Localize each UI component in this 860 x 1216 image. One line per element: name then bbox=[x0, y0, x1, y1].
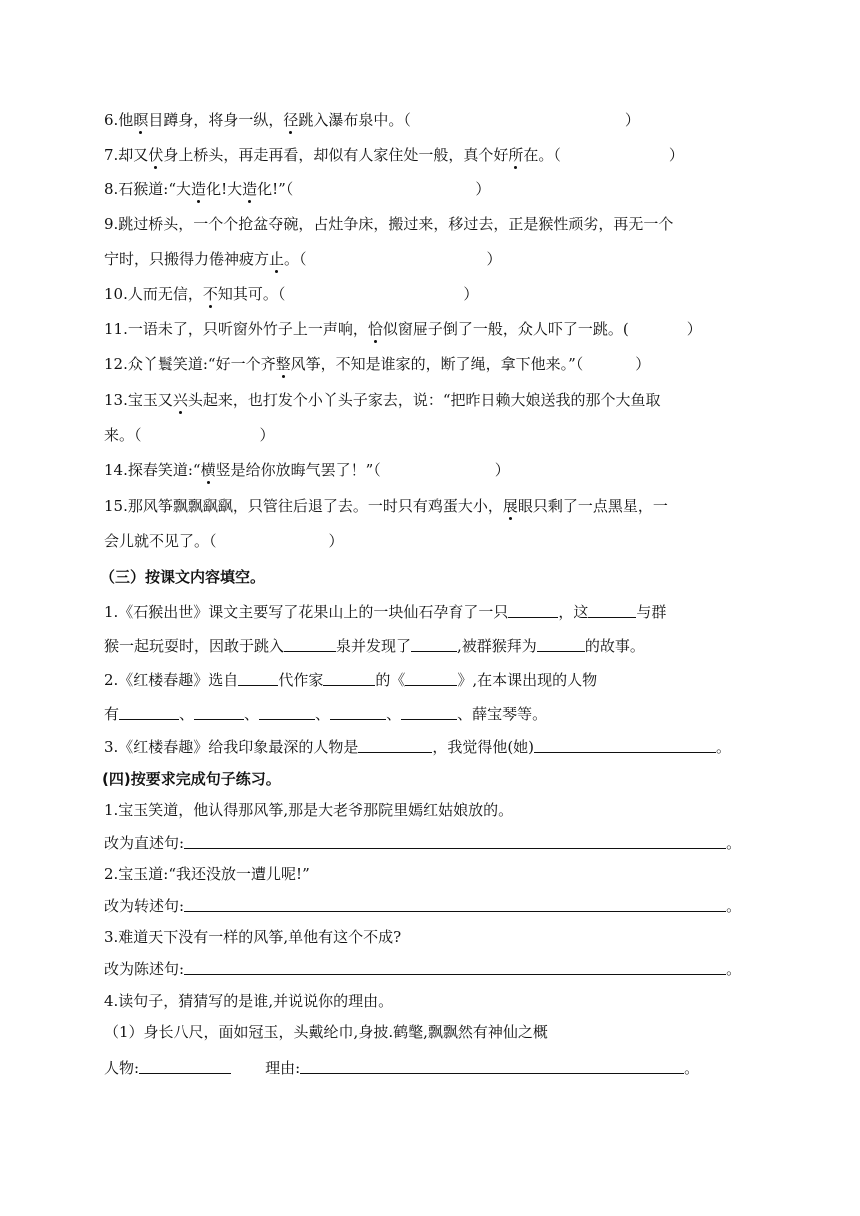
q7-text-a: 7.却又 bbox=[104, 146, 149, 164]
s1-end: 。 bbox=[726, 834, 742, 852]
q11-text-a: 11.一语未了，只听窗外竹子上一声响， bbox=[104, 320, 368, 338]
f3-text-c: 。 bbox=[716, 738, 732, 756]
f1b-text-d: 的故事。 bbox=[584, 637, 645, 655]
q12-dotted-char-1: 整 bbox=[275, 355, 291, 373]
f1b-blank-1[interactable] bbox=[284, 637, 336, 652]
question-12 bbox=[104, 354, 650, 374]
question-15 bbox=[104, 496, 668, 516]
f2-blank-1[interactable] bbox=[238, 671, 278, 686]
q6-close-paren: ） bbox=[624, 111, 640, 129]
question-11 bbox=[104, 319, 702, 339]
s2-prompt: 改为转述句: bbox=[104, 897, 185, 915]
q10-dotted-char-1: 不 bbox=[202, 285, 218, 303]
q7-text-b: 身上桥头，再走再看，却似有人家住处一般，真个好 bbox=[163, 146, 509, 164]
fill-1 bbox=[104, 602, 666, 622]
q15b-text-a: 会儿就不见了。（ bbox=[104, 532, 217, 550]
sentence-3-answer bbox=[104, 959, 741, 979]
q13-dotted-char-1: 兴 bbox=[172, 391, 188, 409]
q14-dotted-char-1: 横 bbox=[200, 461, 216, 479]
q13b-text-a: 来。（ bbox=[104, 426, 142, 444]
q13-text-a: 13.宝玉又 bbox=[104, 391, 173, 409]
s3-prompt: 改为陈述句: bbox=[104, 960, 185, 978]
s3-answer-line[interactable] bbox=[184, 960, 726, 975]
f2b-blank-3[interactable] bbox=[259, 705, 315, 720]
s1-prompt: 改为直述句: bbox=[104, 834, 185, 852]
q6-text-a: 6.他 bbox=[104, 111, 134, 129]
q7-dotted-char-1: 伏 bbox=[148, 146, 164, 164]
q8-close-paren: ） bbox=[475, 180, 491, 198]
question-13-cont bbox=[104, 425, 275, 445]
q6-text-c: 跳入瀑布泉中。（ bbox=[298, 111, 411, 129]
q6-dotted-char-1: 瞑 bbox=[133, 111, 149, 129]
s4-reason-label: 理由: bbox=[265, 1059, 301, 1077]
q9-text: 9.跳过桥头，一个个抢盆夺碗，占灶争床，搬过来，移过去，正是猴性顽劣，再无一个 bbox=[104, 215, 674, 233]
q15-close-paren: ） bbox=[328, 532, 344, 550]
q8-text-a: 8.石猴道:“大 bbox=[104, 180, 192, 198]
s3-end: 。 bbox=[726, 960, 742, 978]
f2b-blank-2[interactable] bbox=[194, 705, 244, 720]
q7-close-paren: ） bbox=[668, 146, 684, 164]
q6-dotted-char-2: 径 bbox=[283, 111, 299, 129]
f2b-end: 、薛宝琴等。 bbox=[457, 705, 548, 723]
s4-person-blank[interactable] bbox=[139, 1059, 231, 1074]
question-7 bbox=[104, 145, 684, 165]
f2b-blank-4[interactable] bbox=[330, 705, 386, 720]
q8-dotted-char-1: 造 bbox=[191, 180, 207, 198]
question-8 bbox=[104, 179, 490, 199]
f2-text-d: 》,在本课出现的人物 bbox=[457, 671, 598, 689]
q11-text-b: 似窗屉子倒了一般，众人吓了一跳。( bbox=[382, 320, 629, 338]
f2b-blank-5[interactable] bbox=[401, 705, 457, 720]
f2-blank-2[interactable] bbox=[323, 671, 375, 686]
q12-text-a: 12.众丫鬟笑道:“好一个齐 bbox=[104, 355, 276, 373]
q13-text-b: 头起来，也打发个小丫头子家去，说：“把昨日赖大娘送我的那个大鱼取 bbox=[187, 391, 661, 409]
question-14 bbox=[104, 460, 510, 480]
q10-close-paren: ） bbox=[463, 285, 479, 303]
q15-text-b: 眼只剩了一点黑星，一 bbox=[517, 497, 668, 515]
f3-text-b: ，我觉得他(她) bbox=[432, 738, 535, 756]
q9-close-paren: ） bbox=[486, 250, 502, 268]
question-9 bbox=[104, 214, 673, 234]
question-13 bbox=[104, 390, 661, 410]
q7-dotted-char-2: 所 bbox=[508, 146, 524, 164]
f1-blank-1[interactable] bbox=[508, 603, 558, 618]
f2-text-a: 2.《红楼春趣》选自 bbox=[104, 671, 239, 689]
q14-close-paren: ） bbox=[494, 461, 510, 479]
question-10 bbox=[104, 284, 478, 304]
q9b-text-b: 。（ bbox=[284, 250, 307, 268]
f1-text-a: 1.《石猴出世》课文主要写了花果山上的一块仙石孕育了一只 bbox=[104, 603, 509, 621]
f2b-sep-1: 、 bbox=[179, 705, 195, 723]
fill-2-cont bbox=[104, 704, 547, 724]
sentence-4-sub: （1）身长八尺，面如冠玉，头戴纶巾,身披.鹤氅,飘飘然有神仙之概 bbox=[104, 1023, 548, 1041]
q7-text-c: 在。（ bbox=[523, 146, 561, 164]
f2b-sep-4: 、 bbox=[386, 705, 402, 723]
sentence-1-question: 1.宝玉笑道，他认得那风筝,那是大老爷那院里嫣红姑娘放的。 bbox=[104, 801, 514, 819]
f2-text-b: 代作家 bbox=[278, 671, 324, 689]
f1-blank-2[interactable] bbox=[588, 603, 636, 618]
f1-text-b: ，这 bbox=[558, 603, 589, 621]
q8-text-b: 化!大 bbox=[206, 180, 243, 198]
q15-text-a: 15.那风筝飘飘飖飖，只管往后退了去。一时只有鸡蛋大小， bbox=[104, 497, 503, 515]
q14-text-b: 竖是给你放晦气罢了！”（ bbox=[215, 461, 381, 479]
q13-close-paren: ） bbox=[259, 426, 275, 444]
f3-blank-2[interactable] bbox=[534, 738, 716, 753]
q12-text-b: 风筝，不知是谁家的，断了绳，拿下他来。”（ bbox=[290, 355, 584, 373]
sentence-2-answer bbox=[104, 896, 741, 916]
f1b-text-c: ,被群猴拜为 bbox=[457, 637, 537, 655]
question-9-cont bbox=[104, 249, 502, 269]
question-6 bbox=[104, 110, 640, 130]
fill-2 bbox=[104, 670, 597, 690]
s2-answer-line[interactable] bbox=[184, 897, 726, 912]
sentence-1-answer bbox=[104, 833, 741, 853]
question-15-cont bbox=[104, 531, 344, 551]
sentence-2-question: 2.宝玉道:“我还没放一遭儿呢!” bbox=[104, 865, 310, 883]
f2-text-c: 的《 bbox=[375, 671, 406, 689]
sentence-3-question: 3.难道天下没有一样的风筝,单他有这个不成? bbox=[104, 928, 402, 946]
q11-dotted-char-1: 恰 bbox=[367, 320, 383, 338]
f1b-blank-2[interactable] bbox=[411, 637, 457, 652]
f2b-sep-2: 、 bbox=[244, 705, 260, 723]
q9b-dotted-char-1: 止 bbox=[269, 250, 285, 268]
section-3-title: （三）按课文内容填空。 bbox=[100, 568, 266, 586]
s4-person-label: 人物: bbox=[104, 1059, 140, 1077]
s4-reason-blank[interactable] bbox=[300, 1059, 684, 1074]
s2-end: 。 bbox=[726, 897, 742, 915]
f1b-text-a: 猴一起玩耍时，因敢于跳入 bbox=[104, 637, 285, 655]
q12-close-paren: ） bbox=[635, 355, 651, 373]
f1-text-c: 与群 bbox=[636, 603, 667, 621]
q10-text-b: 知其可。（ bbox=[217, 285, 286, 303]
s4-end: 。 bbox=[684, 1059, 700, 1077]
q9b-text-a: 宁时，只搬得力倦神疲方 bbox=[104, 250, 270, 268]
section-4-title: (四)按要求完成句子练习。 bbox=[102, 770, 281, 788]
f3-text-a: 3.《红楼春趣》给我印象最深的人物是 bbox=[104, 738, 359, 756]
sentence-4-answer bbox=[104, 1058, 699, 1078]
f1b-blank-3[interactable] bbox=[537, 637, 585, 652]
q11-close-paren: ） bbox=[686, 320, 702, 338]
f2b-text-a: 有 bbox=[104, 705, 120, 723]
f2-blank-3[interactable] bbox=[405, 671, 457, 686]
f2b-blank-1[interactable] bbox=[119, 705, 179, 720]
sentence-4-question: 4.读句子，猜猜写的是谁,并说说你的理由。 bbox=[104, 992, 394, 1010]
q6-text-b: 目蹲身，将身一纵， bbox=[148, 111, 284, 129]
s1-answer-line[interactable] bbox=[184, 834, 726, 849]
f1b-text-b: 泉并发现了 bbox=[336, 637, 412, 655]
q8-dotted-char-2: 造 bbox=[242, 180, 258, 198]
q15-dotted-char-1: 展 bbox=[502, 497, 518, 515]
f3-blank-1[interactable] bbox=[358, 738, 432, 753]
fill-3 bbox=[104, 737, 731, 757]
q8-text-c: 化!”（ bbox=[257, 180, 294, 198]
q10-text-a: 10.人而无信， bbox=[104, 285, 203, 303]
fill-1-cont bbox=[104, 636, 645, 656]
q14-text-a: 14.探春笑道:“ bbox=[104, 461, 201, 479]
f2b-sep-3: 、 bbox=[315, 705, 331, 723]
